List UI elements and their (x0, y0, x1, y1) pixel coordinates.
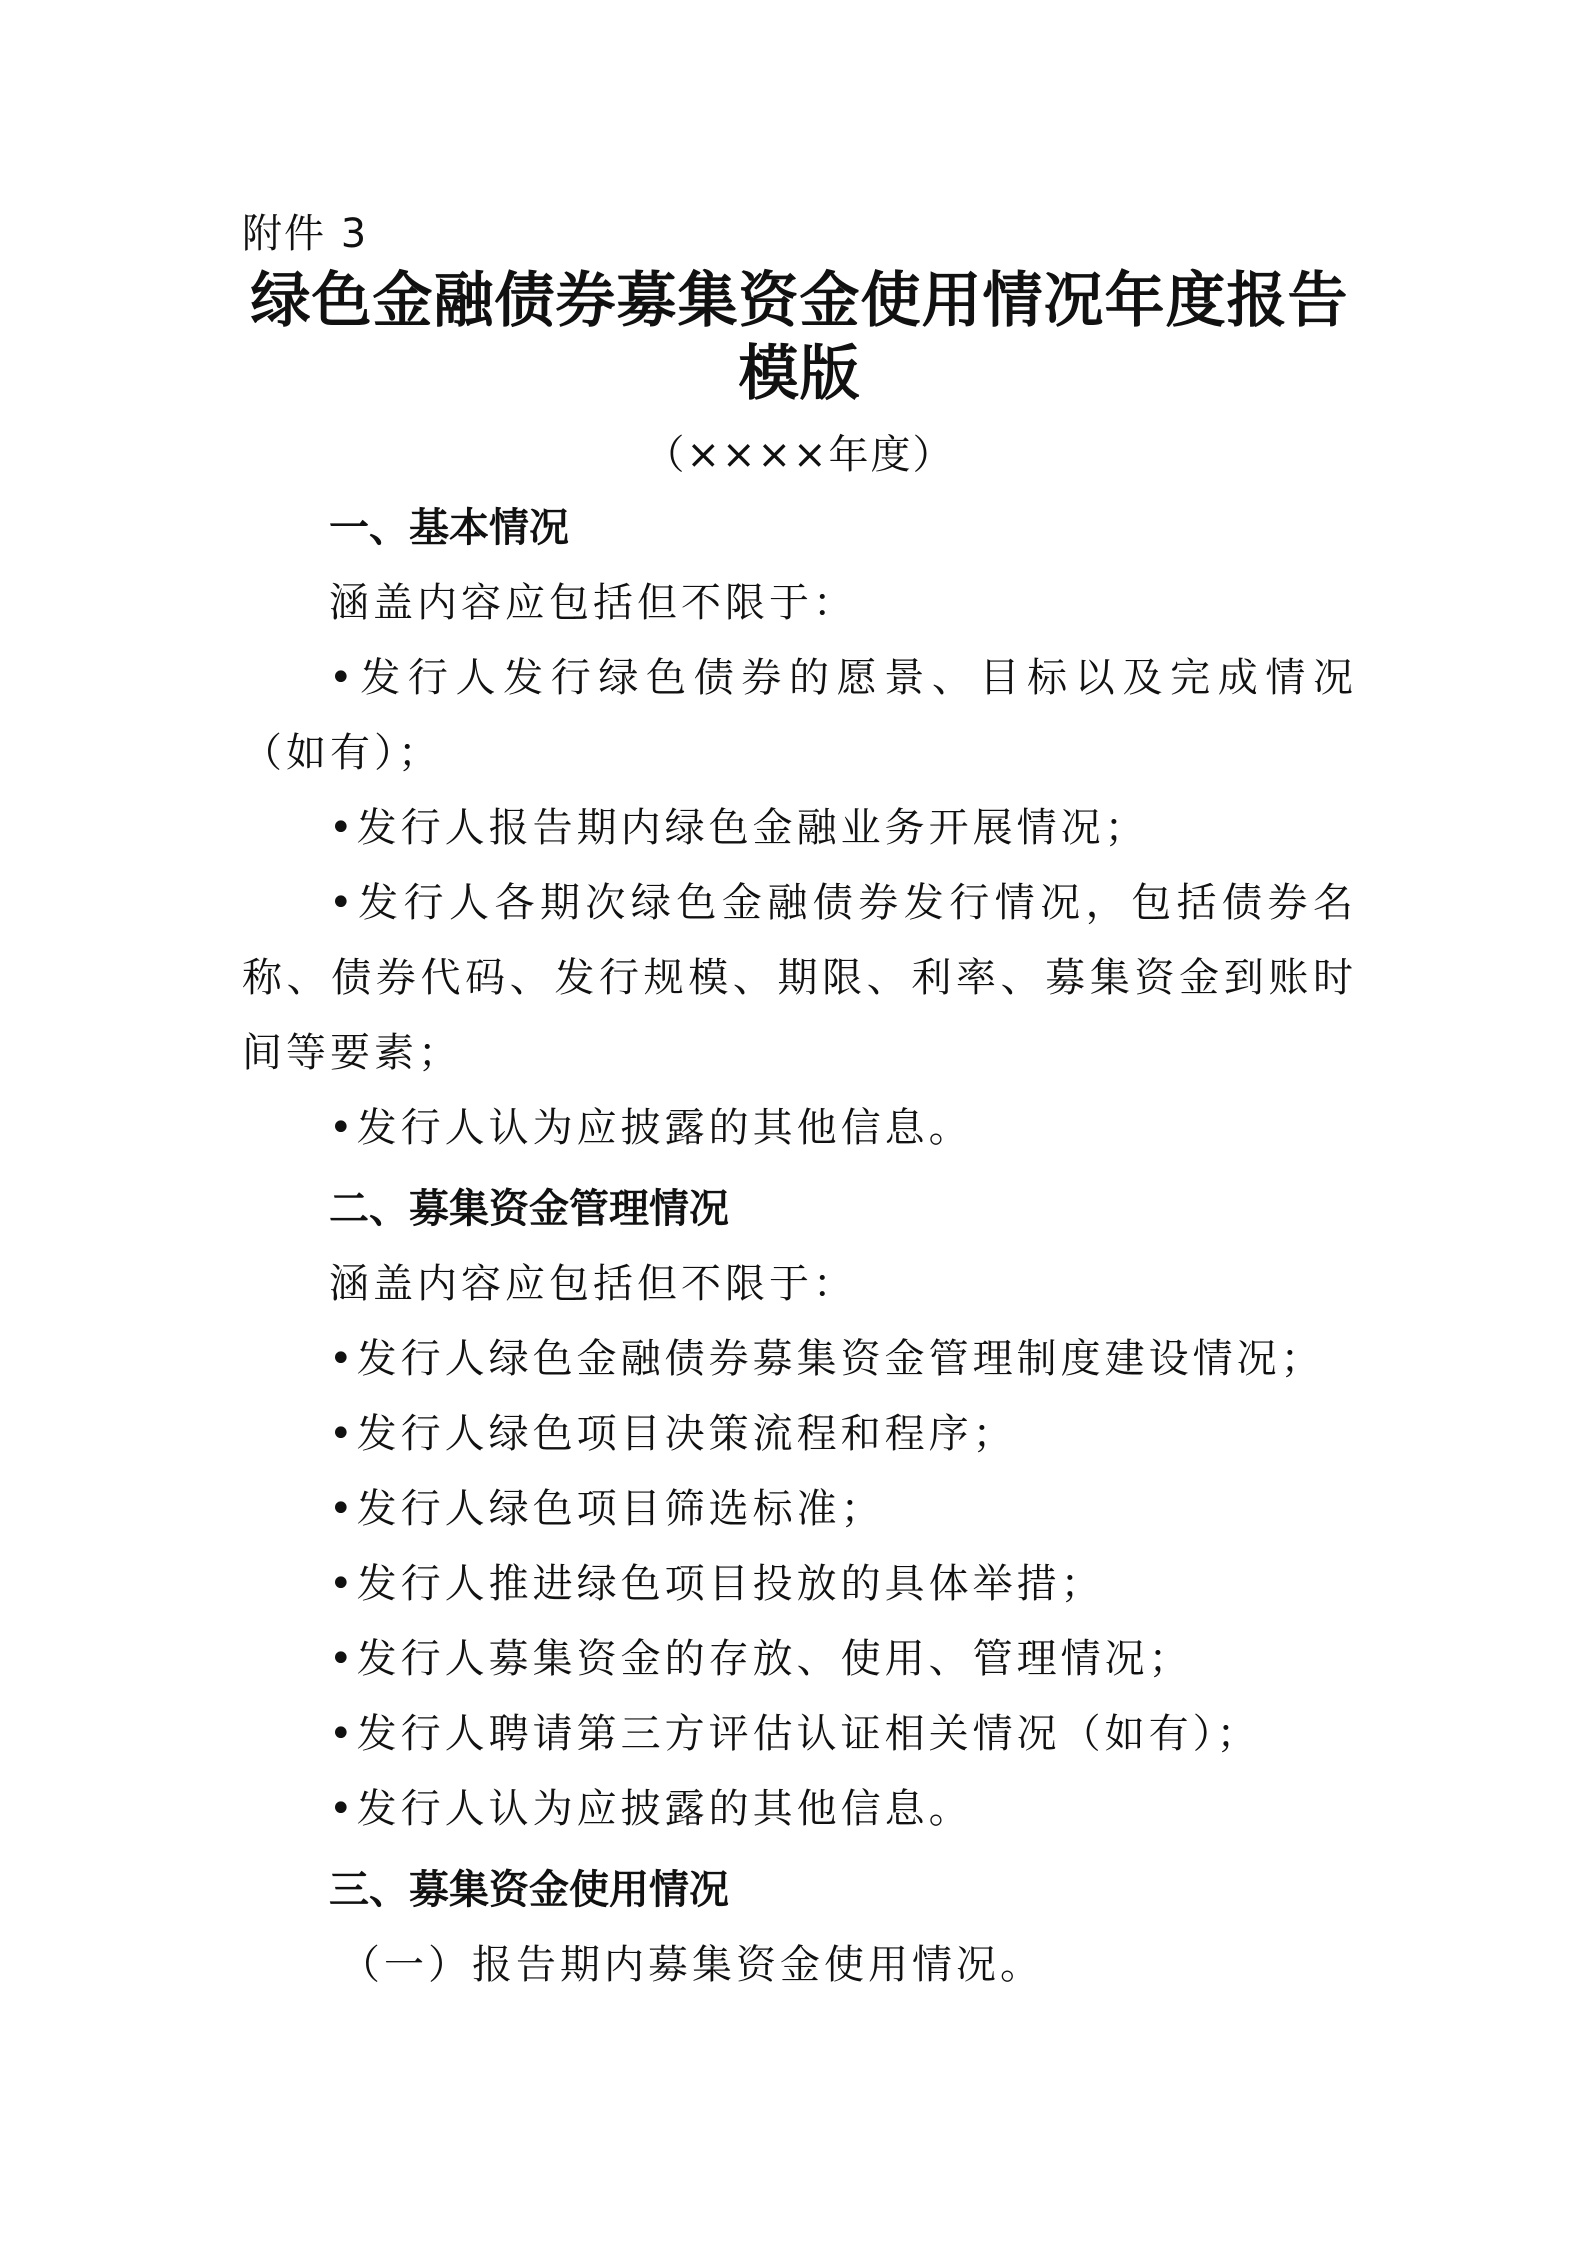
section-heading: 一、基本情况 (329, 505, 569, 551)
section-heading: 三、募集资金使用情况 (329, 1867, 729, 1913)
title-line-2: 模版 (738, 339, 861, 409)
section-fund-management (242, 1172, 1357, 1847)
section-heading: 二、募集资金管理情况 (329, 1186, 729, 1232)
bullet-item: •发行人绿色项目筛选标准； (329, 1486, 885, 1532)
bullet-item: •发行人绿色项目决策流程和程序； (329, 1411, 1017, 1457)
report-year: （××××年度） (644, 432, 955, 478)
paragraph: 涵盖内容应包括但不限于： (329, 1261, 857, 1307)
subsection-item: （一）报告期内募集资金使用情况。 (340, 1942, 1044, 1988)
bullet-item: •发行人绿色金融债券募集资金管理制度建设情况； (329, 1336, 1325, 1382)
bullet-item: •发行人推进绿色项目投放的具体举措； (329, 1561, 1105, 1607)
section-fund-usage (242, 1853, 1357, 2003)
annex-label: 附件 3 (242, 211, 369, 257)
bullet-item: •发行人发行绿色债券的愿景、目标以及完成情况（如有）； (242, 655, 1357, 776)
bullet-item: •发行人认为应披露的其他信息。 (329, 1786, 973, 1832)
document-page (242, 205, 1357, 2003)
bullet-item: •发行人认为应披露的其他信息。 (329, 1105, 973, 1151)
paragraph: 涵盖内容应包括但不限于： (329, 580, 857, 626)
bullet-item: •发行人聘请第三方评估认证相关情况（如有）； (329, 1711, 1261, 1757)
section-basic-info (242, 491, 1357, 1166)
bullet-item: •发行人募集资金的存放、使用、管理情况； (329, 1636, 1193, 1682)
bullet-item: •发行人各期次绿色金融债券发行情况，包括债券名称、债券代码、发行规模、期限、利率、募集资金到账时间等要素； (242, 880, 1357, 1076)
bullet-item: •发行人报告期内绿色金融业务开展情况； (329, 805, 1149, 851)
title-line-1: 绿色金融债券募集资金使用情况年度报告 (250, 266, 1349, 336)
document-title (242, 265, 1357, 411)
